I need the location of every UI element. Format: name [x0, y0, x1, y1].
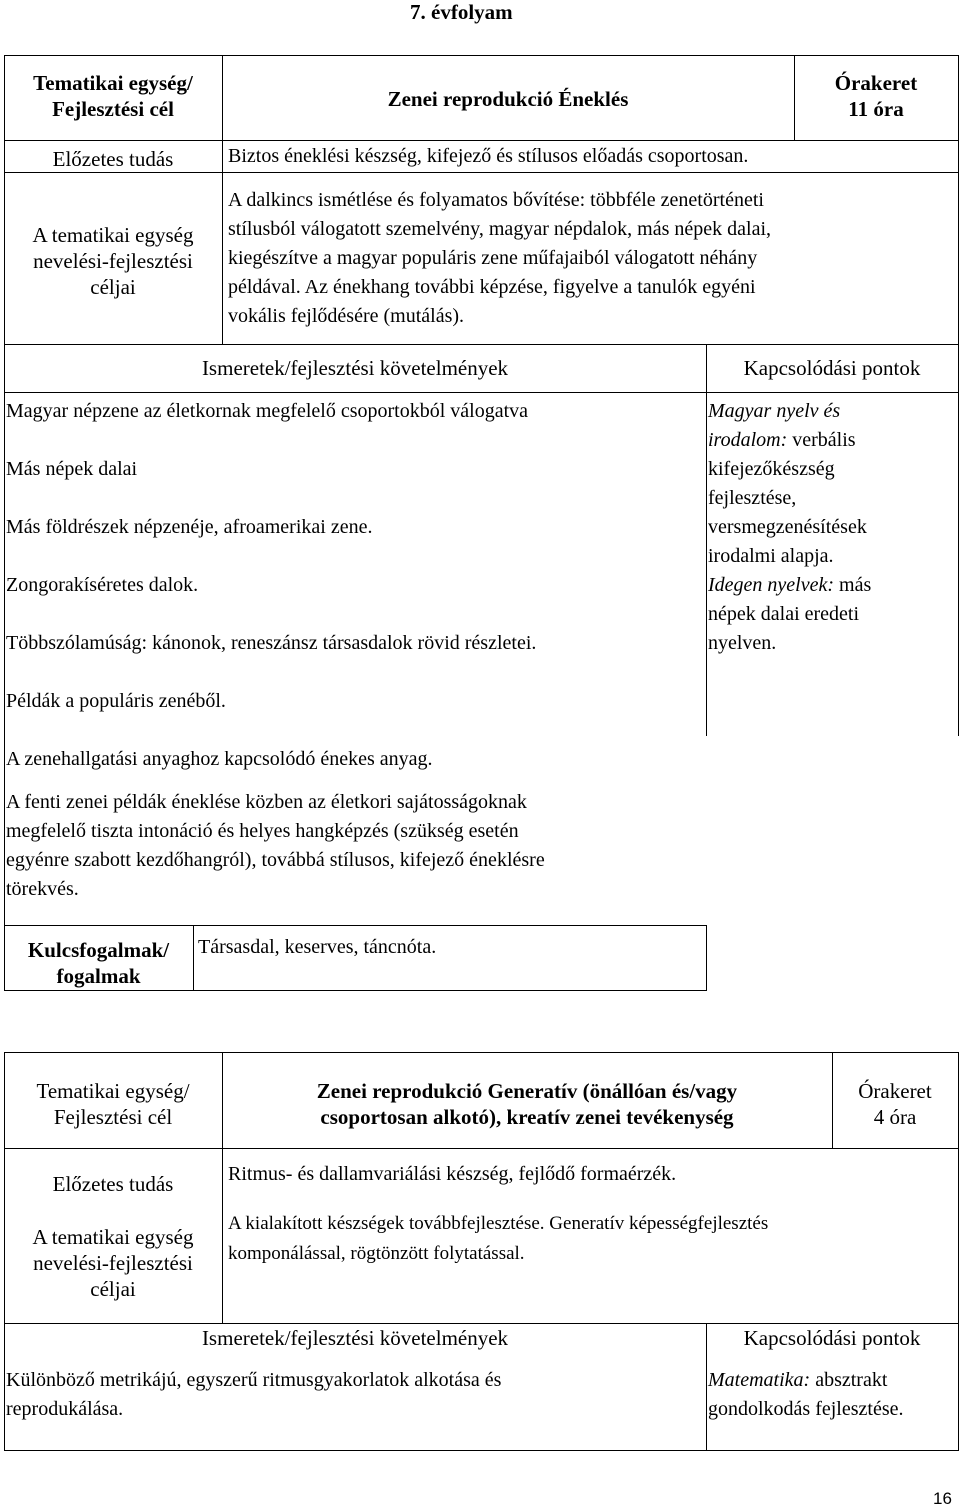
key-concepts-text: Társasdal, keserves, táncnóta.	[198, 936, 437, 958]
prior-knowledge-label: Előzetes tudás	[52, 1172, 174, 1196]
list-item: Példák a populáris zenéből.	[6, 690, 226, 712]
requirements-list	[6, 397, 706, 904]
hours-box	[794, 70, 958, 122]
prior-knowledge-text: Biztos éneklési készség, kifejező és stílusos előadás csoportosan.	[228, 145, 749, 167]
requirements-header: Ismeretek/fejlesztési követelmények	[201, 356, 509, 380]
hours-box	[832, 1078, 958, 1130]
links-header: Kapcsolódási pontok	[743, 356, 921, 380]
goals-text: A dalkincs ismétlése és folyamatos bővítése: többféle zenetörténeti stílusból válogatott szemelvény, magyar népdalok, más népek dalai, kiegészítve a magyar populáris zene műfajaiból válogatott néhány példával. Az énekhang további képzése, figyelve a tanulók egyéni vokális fejlődésére (mutálás).	[228, 189, 771, 327]
links-text: Magyar nyelv és irodalom: verbális kifejezőkészség fejlesztése, versmegzenésítések irodalmi alapja. Idegen nyelvek: más népek dalai eredeti nyelven.	[708, 400, 872, 654]
prior-knowledge-text: Ritmus- és dallamvariálási készség, fejlődő formaérzék.	[228, 1163, 677, 1185]
requirements-text: Különböző metrikájú, egyszerű ritmusgyakorlatok alkotása és reprodukálása.	[6, 1369, 502, 1420]
goals-label: A tematikai egység nevelési-fejlesztési céljai	[32, 223, 194, 299]
goals-text: A kialakított készségek továbbfejlesztése. Generatív képességfejlesztés komponálással, rögtönzött folytatással.	[228, 1213, 769, 1264]
key-concepts-label: Kulcsfogalmak/ fogalmak	[27, 938, 170, 988]
grade-title: 7. évfolyam	[410, 0, 513, 24]
links-header: Kapcsolódási pontok	[743, 1326, 921, 1350]
unit-title: Zenei reprodukció Generatív (önállóan és/vagy csoportosan alkotó), kreatív zenei tevékenység	[316, 1079, 738, 1129]
list-item: A zenehallgatási anyaghoz kapcsolódó énekes anyag.	[6, 748, 433, 770]
list-item: Más népek dalai	[6, 458, 138, 480]
hours-value: 4 óra	[873, 1105, 917, 1129]
unit-title: Zenei reprodukció Éneklés	[387, 87, 629, 111]
hours-label: Órakeret	[834, 71, 918, 95]
links-text: Matematika: absztrakt gondolkodás fejlesztése.	[708, 1369, 904, 1420]
unit-label: Tematikai egység/ Fejlesztési cél	[33, 71, 193, 121]
list-item: Más földrészek népzenéje, afroamerikai zene.	[6, 516, 373, 538]
hours-label: Órakeret	[858, 1079, 932, 1103]
unit-label: Tematikai egység/ Fejlesztési cél	[36, 1079, 190, 1129]
hours-value: 11 óra	[848, 97, 904, 121]
requirements-paragraph: A fenti zenei példák éneklése közben az életkori sajátosságoknak megfelelő tiszta intonáció és helyes hangképzés (szükség esetén egyénre szabott kezdőhangról), továbbá stílusos, kifejező éneklésre törekvés.	[6, 791, 545, 900]
prior-knowledge-label: Előzetes tudás	[52, 147, 174, 171]
list-item: Magyar népzene az életkornak megfelelő csoportokból válogatva	[6, 400, 529, 422]
requirements-header: Ismeretek/fejlesztési követelmények	[201, 1326, 509, 1350]
list-item: Többszólamúság: kánonok, reneszánsz társasdalok rövid részletei.	[6, 632, 537, 654]
goals-label: A tematikai egység nevelési-fejlesztési céljai	[32, 1225, 194, 1301]
list-item: Zongorakíséretes dalok.	[6, 574, 199, 596]
page-number: 16	[933, 1489, 952, 1508]
